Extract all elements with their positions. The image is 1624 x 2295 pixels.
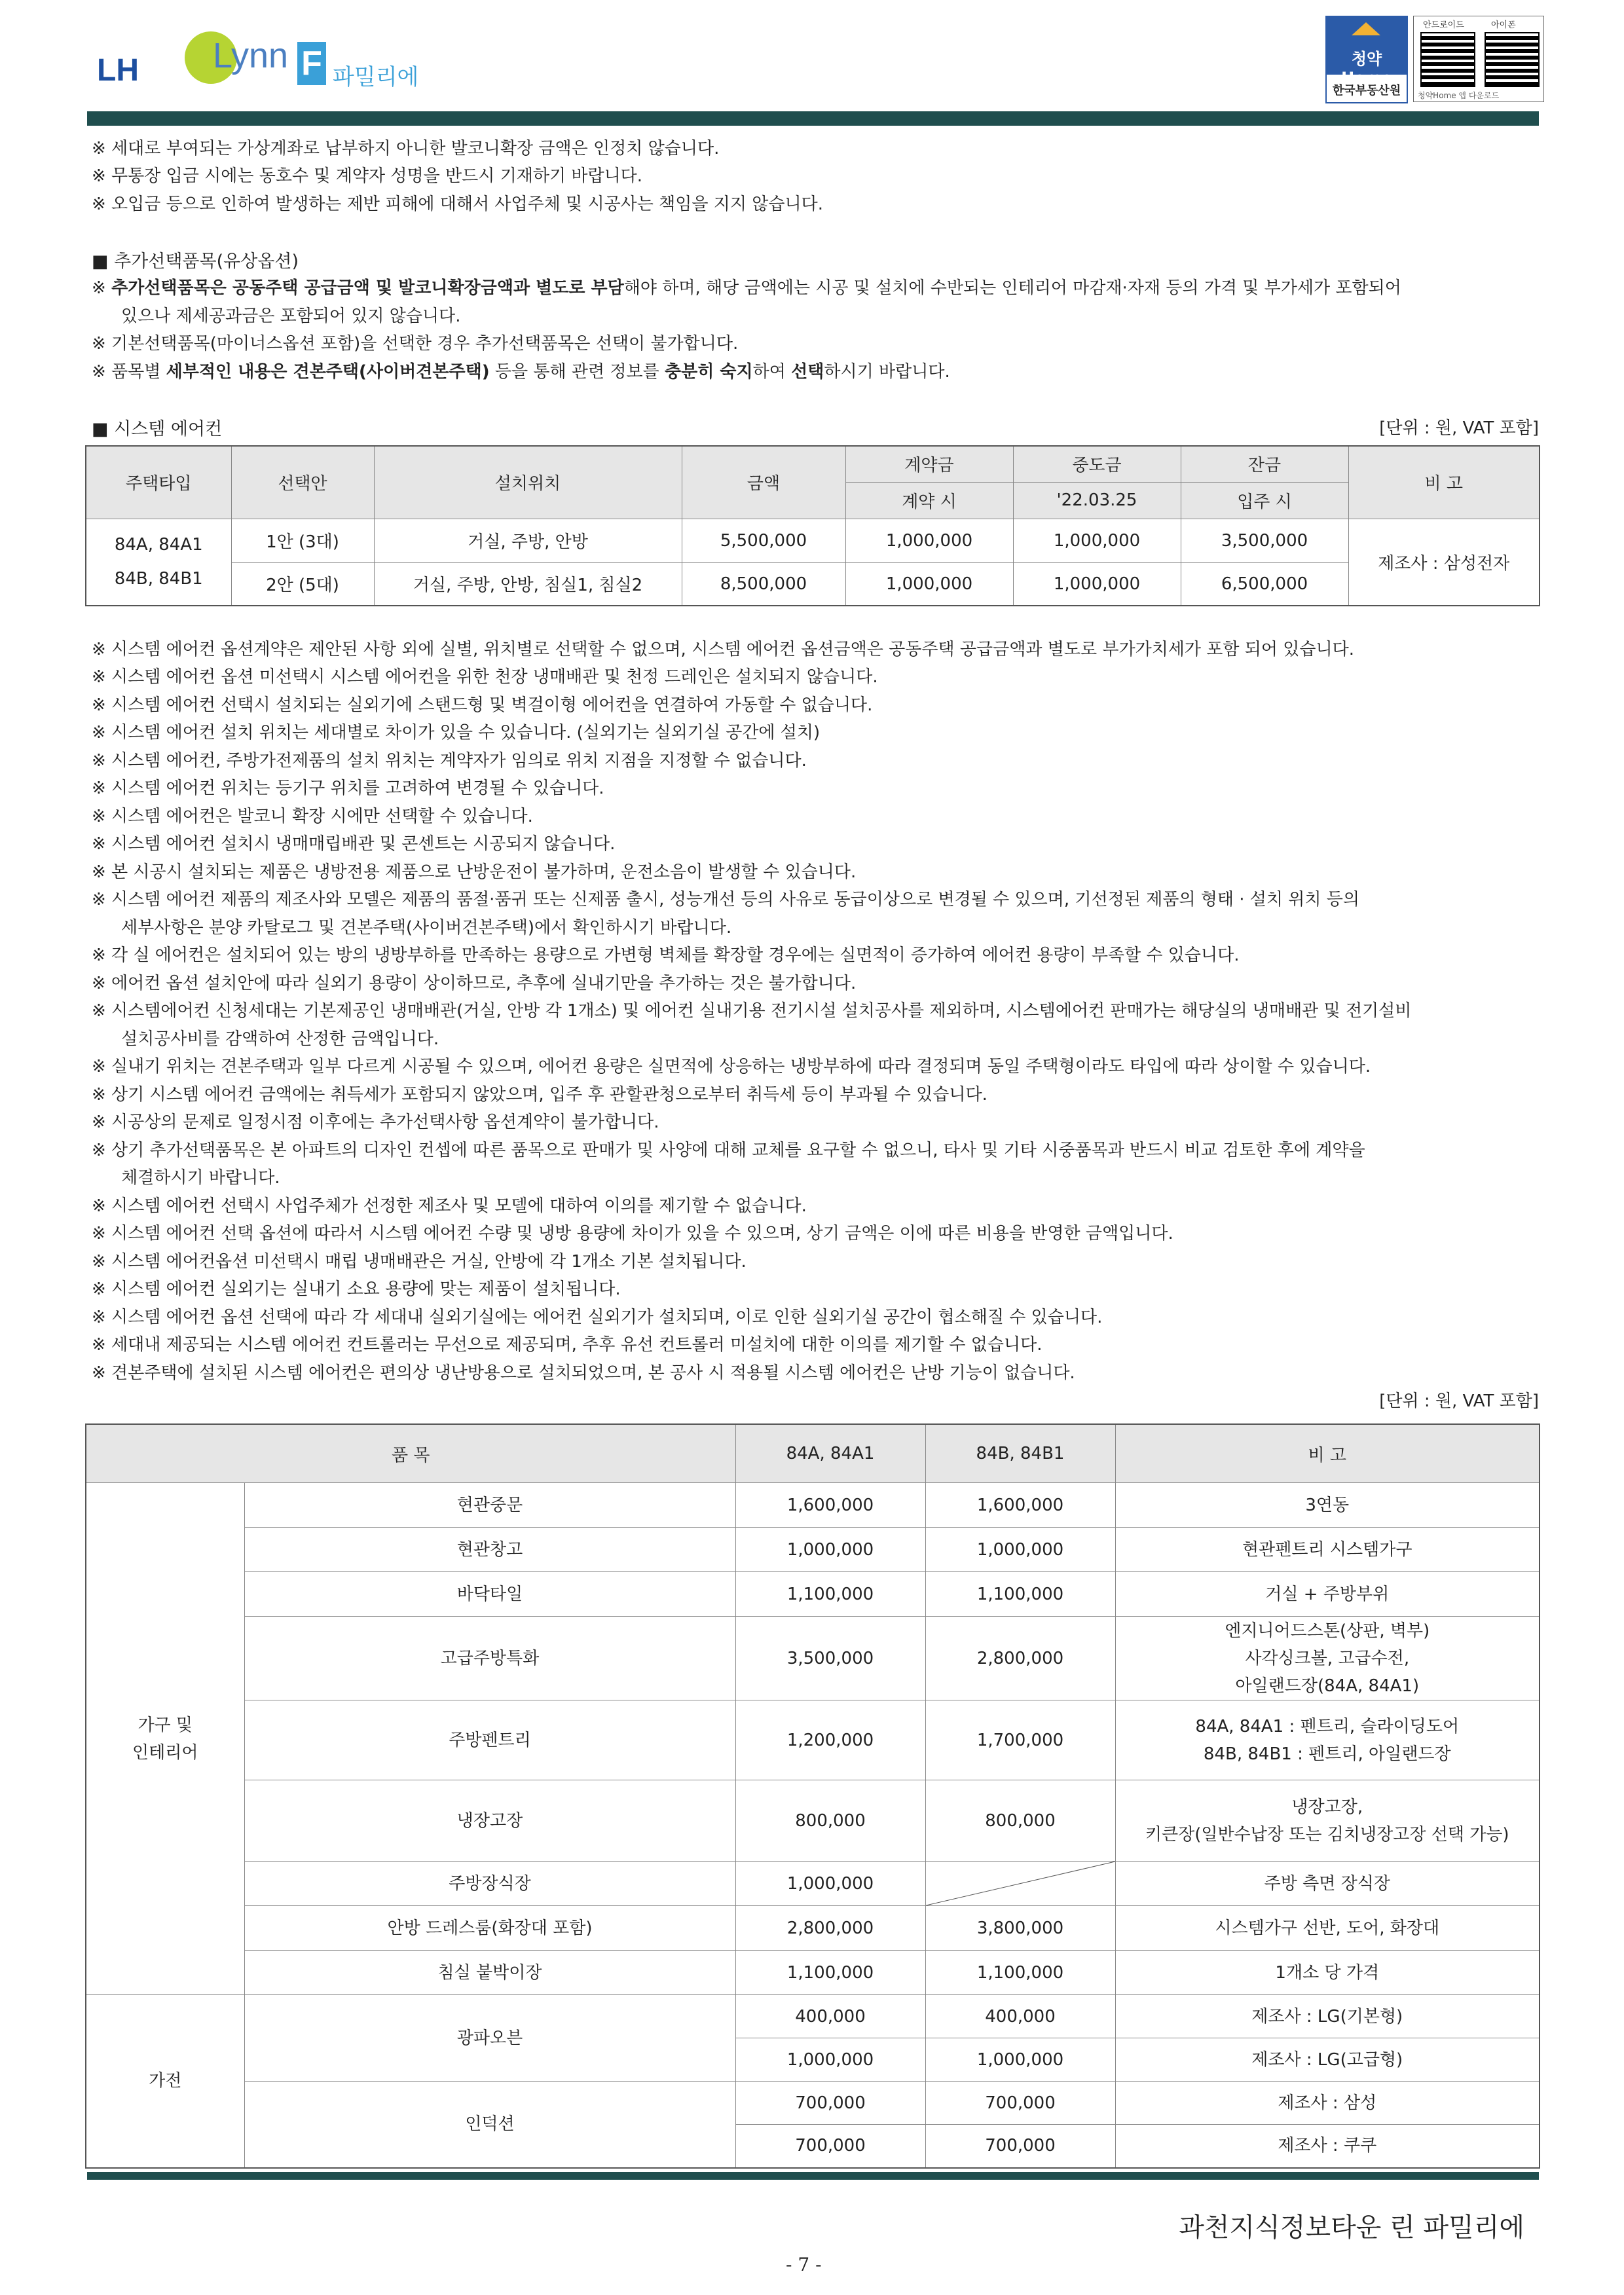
group-furniture: 가구 및 인테리어 <box>86 1483 244 1995</box>
option-cell: 2안 (5대) <box>231 562 374 606</box>
footer-divider <box>87 2172 1539 2180</box>
balance-cell: 3,500,000 <box>1181 519 1348 562</box>
note-cell: 제조사 : 삼성전자 <box>1348 519 1540 606</box>
price-a: 1,000,000 <box>735 2038 925 2082</box>
table-row <box>86 1862 1540 1906</box>
table-row <box>86 1483 1540 1528</box>
price-a: 1,000,000 <box>735 1862 925 1906</box>
price-a: 1,100,000 <box>735 1951 925 1995</box>
qr-android-label: 안드로이드 <box>1423 20 1464 30</box>
item-note: 주방 측면 장식장 <box>1115 1862 1540 1906</box>
note-line: ※ 상기 추가선택품목은 본 아파트의 디자인 컨셉에 따른 품목으로 판매가 및 사양에 대해 교체를 요구할 수 없으니, 타사 및 기타 시중품목과 반드시 비교 검토한 후에 계약을 <box>92 1141 1365 1160</box>
note-line: ※ 시스템 에어컨 제품의 제조사와 모델은 제품의 품절·품귀 또는 신제품 출시, 성능개선 등의 사유로 동급이상으로 변경될 수 있으며, 기선정된 제품의 형태 · 설치 위치 등의 <box>92 890 1359 909</box>
note-line: ※ 견본주택에 설치된 시스템 에어컨은 편의상 냉난방용으로 설치되었으며, 본 공사 시 적용될 시스템 에어컨은 난방 기능이 없습니다. <box>92 1363 1075 1383</box>
table-row <box>86 2082 1540 2125</box>
location-cell: 거실, 주방, 안방, 침실1, 침실2 <box>374 562 682 606</box>
header-balance: 잔금 <box>1181 446 1348 482</box>
options-line-3: ※ 품목별 세부적인 내용은 견본주택(사이버견본주택) 등을 통해 관련 정보를 충분히 숙지하여 선택하시기 바랍니다. <box>92 362 950 382</box>
table-row <box>86 1951 1540 1995</box>
note-line: ※ 실내기 위치는 견본주택과 일부 다르게 시공될 수 있으며, 에어컨 용량은 실면적에 상응하는 냉방부하에 따라 결정되며 동일 주택형이라도 타입에 따라 상이할 수 있습니다. <box>92 1057 1371 1076</box>
group-appliance: 가전 <box>86 1995 244 2168</box>
middle-cell: 1,000,000 <box>1013 519 1181 562</box>
item-note: 거실 + 주방부위 <box>1115 1572 1540 1617</box>
intro-line: ※ 무통장 입금 시에는 동호수 및 계약자 성명을 반드시 기재하기 바랍니다. <box>92 166 643 186</box>
note-line-cont: 설치공사비를 감액하여 산정한 금액입니다. <box>121 1029 439 1049</box>
note-line: ※ 시스템 에어컨 옵션 선택에 따라 각 세대내 실외기실에는 에어컨 실외기가 설치되며, 이로 인한 실외기실 공간이 협소해질 수 있습니다. <box>92 1308 1103 1327</box>
header-col-a: 84A, 84A1 <box>735 1424 925 1483</box>
aircon-section-title: ■ 시스템 에어컨 <box>92 419 223 439</box>
item-note: 84A, 84A1 : 펜트리, 슬라이딩도어 84B, 84B1 : 펜트리, 아일랜드장 <box>1115 1700 1540 1780</box>
header-option: 선택안 <box>231 446 374 519</box>
note-line: ※ 시스템 에어컨옵션 미선택시 매립 냉매배관은 거실, 안방에 각 1개소 기본 설치됩니다. <box>92 1252 747 1272</box>
item-note: 현관펜트리 시스템가구 <box>1115 1528 1540 1572</box>
note-line: ※ 시스템 에어컨 선택시 설치되는 실외기에 스탠드형 및 벽걸이형 에어컨을 연결하여 가동할 수 없습니다. <box>92 695 873 715</box>
table-row <box>86 1995 1540 2038</box>
price-b: 400,000 <box>925 1995 1115 2038</box>
intro-line: ※ 세대로 부여되는 가상계좌로 납부하지 아니한 발코니확장 금액은 인정치 않습니다. <box>92 139 720 158</box>
amount-cell: 8,500,000 <box>682 562 845 606</box>
price-b: 1,000,000 <box>925 2038 1115 2082</box>
option-cell: 1안 (3대) <box>231 519 374 562</box>
qr-android-icon[interactable] <box>1420 32 1475 87</box>
item-name: 광파오븐 <box>244 1995 735 2082</box>
header-middle: 중도금 <box>1013 446 1181 482</box>
intro-line: ※ 오입금 등으로 인하여 발생하는 제반 피해에 대해서 사업주체 및 시공사는 책임을 지지 않습니다. <box>92 194 824 214</box>
item-note: 1개소 당 가격 <box>1115 1951 1540 1995</box>
price-b: 1,000,000 <box>925 1528 1115 1572</box>
familie-logo-text: 파밀리에 <box>333 64 419 90</box>
price-a: 2,800,000 <box>735 1906 925 1951</box>
header-note: 비 고 <box>1348 446 1540 519</box>
note-line: ※ 시스템 에어컨 실외기는 실내기 소요 용량에 맞는 제품이 설치됩니다. <box>92 1279 621 1299</box>
item-name: 고급주방특화 <box>244 1617 735 1700</box>
qr-ios-label: 아이폰 <box>1491 20 1516 30</box>
price-b: 2,800,000 <box>925 1617 1115 1700</box>
table-row <box>86 1528 1540 1572</box>
header-type: 주택타입 <box>86 446 231 519</box>
price-b: 1,600,000 <box>925 1483 1115 1528</box>
aircon-table <box>85 445 1540 606</box>
item-note: 제조사 : 삼성 <box>1115 2082 1540 2125</box>
header-col-b: 84B, 84B1 <box>925 1424 1115 1483</box>
price-a: 1,100,000 <box>735 1572 925 1617</box>
price-b: 1,100,000 <box>925 1572 1115 1617</box>
aircon-unit: [단위 : 원, VAT 포함] <box>1379 418 1539 438</box>
price-b: 3,800,000 <box>925 1906 1115 1951</box>
qr-caption: 청약Home 앱 다운로드 <box>1418 91 1500 100</box>
price-a: 3,500,000 <box>735 1617 925 1700</box>
item-name: 주방장식장 <box>244 1862 735 1906</box>
item-name: 인덕션 <box>244 2082 735 2168</box>
note-line: ※ 시스템 에어컨, 주방가전제품의 설치 위치는 계약자가 임의로 위치 지점을 지정할 수 없습니다. <box>92 751 807 771</box>
table-row <box>86 1700 1540 1780</box>
price-a: 400,000 <box>735 1995 925 2038</box>
not-applicable-cell <box>925 1862 1115 1906</box>
table-row <box>86 1617 1540 1700</box>
options-section-title: ■ 추가선택품목(유상옵션) <box>92 251 299 272</box>
table-row <box>86 1906 1540 1951</box>
note-line: ※ 시스템 에어컨 설치시 냉매매립배관 및 콘센트는 시공되지 않습니다. <box>92 834 616 854</box>
item-name: 안방 드레스룸(화장대 포함) <box>244 1906 735 1951</box>
header-deposit-when: 계약 시 <box>845 482 1013 519</box>
note-line: ※ 시스템 에어컨 옵션 미선택시 시스템 에어컨을 위한 천장 냉매배관 및 천정 드레인은 설치되지 않습니다. <box>92 667 878 687</box>
table-row <box>86 1572 1540 1617</box>
options-line-1: ※ 추가선택품목은 공동주택 공급금액 및 발코니확장금액과 별도로 부담해야 하며, 해당 금액에는 시공 및 설치에 수반되는 인테리어 마감재·자재 등의 가격 및 부가세가 포함되어 <box>92 278 1401 298</box>
note-line: ※ 본 시공시 설치되는 제품은 냉방전용 제품으로 난방운전이 불가하며, 운전소음이 발생할 수 있습니다. <box>92 862 857 882</box>
options-line-2: ※ 기본선택품목(마이너스옵션 포함)을 선택한 경우 추가선택품목은 선택이 불가합니다. <box>92 334 739 354</box>
note-line: ※ 시스템에어컨 신청세대는 기본제공인 냉매배관(거실, 안방 각 1개소) 및 에어컨 실내기용 전기시설 설치공사를 제외하며, 시스템에어컨 판매가는 해당실의 냉매배관 및 전기설비 <box>92 1001 1412 1021</box>
note-line-cont: 세부사항은 분양 카탈로그 및 견본주택(사이버견본주택)에서 확인하시기 바랍니다. <box>121 918 732 938</box>
note-line: ※ 에어컨 옵션 설치안에 따라 실외기 용량이 상이하므로, 추후에 실내기만을 추가하는 것은 불가합니다. <box>92 974 857 993</box>
item-note: 엔지니어드스톤(상판, 벽부) 사각싱크볼, 고급수전, 아일랜드장(84A, 84A1) <box>1115 1617 1540 1700</box>
note-line: ※ 시공상의 문제로 일정시점 이후에는 추가선택사항 옵션계약이 불가합니다. <box>92 1112 659 1132</box>
diagonal-slash-icon <box>926 1862 1115 1905</box>
price-a: 700,000 <box>735 2125 925 2168</box>
price-b: 700,000 <box>925 2082 1115 2125</box>
item-name: 침실 붙박이장 <box>244 1951 735 1995</box>
house-icon <box>1352 22 1380 35</box>
price-a: 800,000 <box>735 1780 925 1862</box>
price-b: 800,000 <box>925 1780 1115 1862</box>
price-b: 700,000 <box>925 2125 1115 2168</box>
familie-logo-icon: F <box>297 42 326 85</box>
cheongyak-home-logo <box>1325 16 1408 103</box>
page-number: - 7 - <box>786 2254 822 2275</box>
amount-cell: 5,500,000 <box>682 519 845 562</box>
price-b: 1,700,000 <box>925 1700 1115 1780</box>
header-item: 품 목 <box>86 1424 735 1483</box>
header-deposit: 계약금 <box>845 446 1013 482</box>
header-amount: 금액 <box>682 446 845 519</box>
item-name: 냉장고장 <box>244 1780 735 1862</box>
item-note: 냉장고장, 키큰장(일반수납장 또는 김치냉장고장 선택 가능) <box>1115 1780 1540 1862</box>
middle-cell: 1,000,000 <box>1013 562 1181 606</box>
type-cell: 84A, 84A1 84B, 84B1 <box>86 519 231 606</box>
header-location: 설치위치 <box>374 446 682 519</box>
price-a: 1,200,000 <box>735 1700 925 1780</box>
item-note: 제조사 : LG(기본형) <box>1115 1995 1540 2038</box>
balance-cell: 6,500,000 <box>1181 562 1348 606</box>
deposit-cell: 1,000,000 <box>845 562 1013 606</box>
qr-ios-icon[interactable] <box>1485 32 1540 87</box>
item-name: 바닥타일 <box>244 1572 735 1617</box>
note-line: ※ 시스템 에어컨은 발코니 확장 시에만 선택할 수 있습니다. <box>92 807 533 826</box>
deposit-cell: 1,000,000 <box>845 519 1013 562</box>
table-row <box>86 519 1540 562</box>
footer-title: 과천지식정보타운 린 파밀리에 <box>1179 2212 1524 2243</box>
lh-logo: LH <box>97 53 139 88</box>
item-note: 3연동 <box>1115 1483 1540 1528</box>
note-line-cont: 체결하시기 바랍니다. <box>121 1168 280 1188</box>
qr-code-box <box>1413 16 1544 102</box>
header-middle-when: '22.03.25 <box>1013 482 1181 519</box>
note-line: ※ 시스템 에어컨 선택시 사업주체가 선정한 제조사 및 모델에 대하여 이의를 제기할 수 없습니다. <box>92 1196 807 1216</box>
table-row <box>86 562 1540 606</box>
note-line: ※ 각 실 에어컨은 설치되어 있는 방의 냉방부하를 만족하는 용량으로 가변형 벽체를 확장할 경우에는 실면적이 증가하여 에어컨 용량이 부족할 수 있습니다. <box>92 946 1240 965</box>
price-b: 1,100,000 <box>925 1951 1115 1995</box>
header-note: 비 고 <box>1115 1424 1540 1483</box>
lynn-logo: Lynn <box>213 36 289 75</box>
item-note: 시스템가구 선반, 도어, 화장대 <box>1115 1906 1540 1951</box>
price-a: 1,600,000 <box>735 1483 925 1528</box>
item-name: 현관창고 <box>244 1528 735 1572</box>
location-cell: 거실, 주방, 안방 <box>374 519 682 562</box>
note-line: ※ 시스템 에어컨 설치 위치는 세대별로 차이가 있을 수 있습니다. (실외기는 실외기실 공간에 설치) <box>92 723 821 743</box>
items-table <box>85 1423 1540 2169</box>
header-balance-when: 입주 시 <box>1181 482 1348 519</box>
price-a: 700,000 <box>735 2082 925 2125</box>
header-divider <box>87 111 1539 126</box>
options-line-1-cont: 있으나 제세공과금은 포함되어 있지 않습니다. <box>121 306 461 326</box>
note-line: ※ 시스템 에어컨 위치는 등기구 위치를 고려하여 변경될 수 있습니다. <box>92 779 604 798</box>
item-name: 주방펜트리 <box>244 1700 735 1780</box>
item-note: 제조사 : LG(고급형) <box>1115 2038 1540 2082</box>
note-line: ※ 시스템 에어컨 옵션계약은 제안된 사항 외에 실별, 위치별로 선택할 수 없으며, 시스템 에어컨 옵션금액은 공동주택 공급금액과 별도로 부가가치세가 포함 되어 있습니다. <box>92 640 1355 659</box>
note-line: ※ 세대내 제공되는 시스템 에어컨 컨트롤러는 무선으로 제공되며, 추후 유선 컨트롤러 미설치에 대한 이의를 제기할 수 없습니다. <box>92 1335 1043 1355</box>
note-line: ※ 상기 시스템 에어컨 금액에는 취득세가 포함되지 않았으며, 입주 후 관할관청으로부터 취득세 등이 부과될 수 있습니다. <box>92 1085 987 1105</box>
agency-label: 한국부동산원 <box>1332 84 1401 98</box>
item-note: 제조사 : 쿠쿠 <box>1115 2125 1540 2168</box>
cheongyak-label: 청약Home <box>1341 50 1392 87</box>
note-line: ※ 시스템 에어컨 선택 옵션에 따라서 시스템 에어컨 수량 및 냉방 용량에 차이가 있을 수 있으며, 상기 금액은 이에 따른 비용을 반영한 금액입니다. <box>92 1224 1173 1243</box>
table-row <box>86 1780 1540 1862</box>
item-name: 현관중문 <box>244 1483 735 1528</box>
items-unit: [단위 : 원, VAT 포함] <box>1379 1391 1539 1411</box>
price-a: 1,000,000 <box>735 1528 925 1572</box>
